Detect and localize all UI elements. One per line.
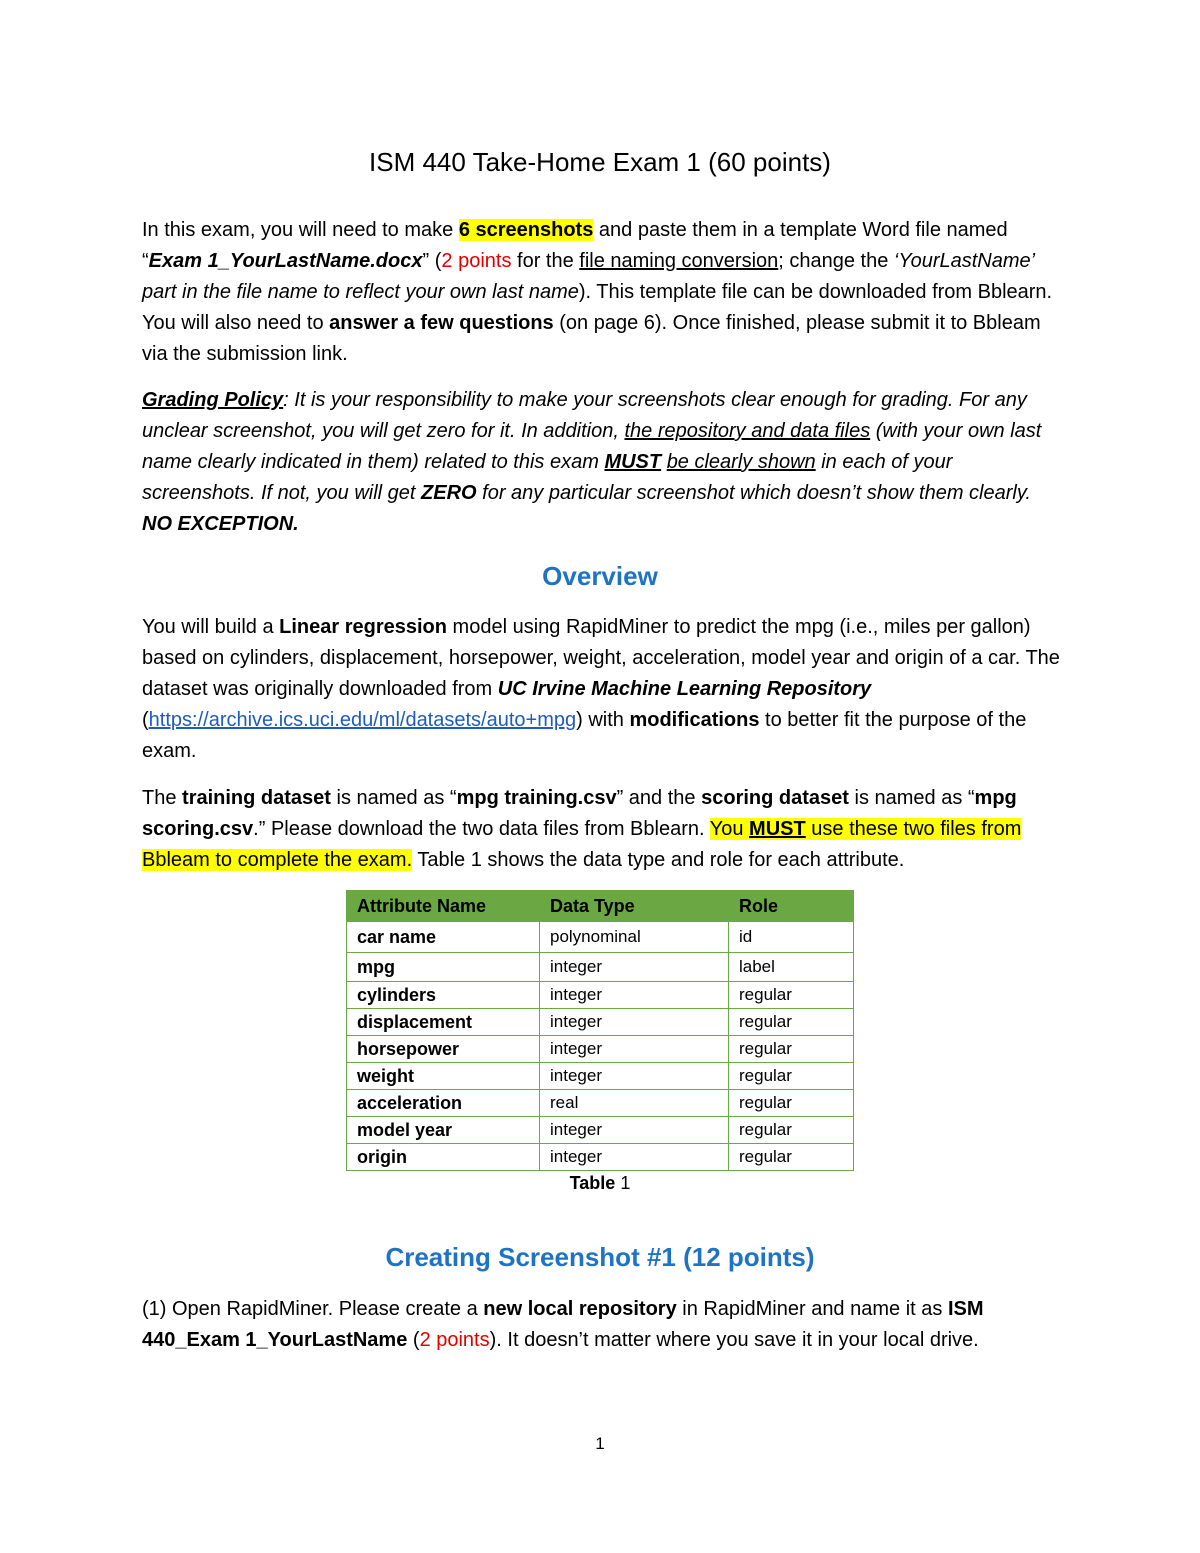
table-row xyxy=(347,1117,854,1144)
table-row xyxy=(347,1090,854,1117)
screenshots-count: 6 screenshots xyxy=(458,219,594,241)
role: label xyxy=(729,953,854,982)
must-emphasis: MUST xyxy=(604,451,662,473)
data-type: real xyxy=(540,1090,729,1117)
role: regular xyxy=(729,982,854,1009)
intro-text: and paste them in a template Word file named “ xyxy=(142,219,1008,272)
screenshot1-step1 xyxy=(142,1294,1062,1356)
role: regular xyxy=(729,1117,854,1144)
dataset-link[interactable]: https://archive.ics.uci.edu/ml/datasets/auto+mpg xyxy=(148,709,577,731)
highlighted-text: You xyxy=(709,818,750,840)
new-local-repository: new local repository xyxy=(483,1298,677,1320)
role: id xyxy=(729,922,854,953)
linear-regression: Linear regression xyxy=(279,616,447,638)
no-exception: NO EXCEPTION. xyxy=(142,513,299,535)
table-row xyxy=(347,1063,854,1090)
grading-text: (with your own last name clearly indicated in them) related to this exam xyxy=(142,420,1042,473)
data-type: integer xyxy=(540,1063,729,1090)
overview-text: You will build a xyxy=(142,616,280,638)
must-emphasis: MUST xyxy=(749,818,806,840)
data-type: integer xyxy=(540,1117,729,1144)
table-row xyxy=(347,922,854,953)
attribute-name: mpg xyxy=(347,953,540,982)
overview-text: ( xyxy=(142,709,149,731)
repository-name: ISM 440_Exam 1_YourLastName xyxy=(142,1298,984,1351)
role: regular xyxy=(729,1036,854,1063)
role: regular xyxy=(729,1144,854,1171)
datasets-paragraph xyxy=(142,783,1062,876)
step-text: ( xyxy=(407,1329,420,1351)
caption-number: 1 xyxy=(620,1173,631,1193)
page-number: 1 xyxy=(595,1434,605,1453)
grading-text: : It is your responsibility to make your screenshots clear enough for grading. For any unclear screenshot, you will get zero for it. In addition, xyxy=(142,389,1027,442)
table-header-row xyxy=(347,891,854,922)
table-caption xyxy=(0,1173,1200,1194)
role: regular xyxy=(729,1090,854,1117)
table-row xyxy=(347,1036,854,1063)
lastname-instruction: ‘YourLastName’ part in the file name to reflect your own last name xyxy=(142,250,1034,303)
overview-text: ) with xyxy=(576,709,630,731)
zero-emphasis: ZERO xyxy=(421,482,477,504)
template-filename: Exam 1_YourLastName.docx xyxy=(148,250,423,272)
overview-text: model using RapidMiner to predict the mpg (i.e., miles per gallon) based on cylinders, displacement, horsepower, weight, acceleration, model year and origin of a car. The dataset was originally downloaded from xyxy=(142,616,1060,700)
attribute-name: displacement xyxy=(347,1009,540,1036)
table-row xyxy=(347,1144,854,1171)
grading-text: in each of your screenshots. If not, you will get xyxy=(142,451,953,504)
step-text: ). It doesn’t matter where you save it in your local drive. xyxy=(489,1329,979,1351)
attribute-name: car name xyxy=(347,922,540,953)
step-text: in RapidMiner and name it as xyxy=(676,1298,948,1320)
overview-paragraph xyxy=(142,612,1062,767)
naming-convention: file naming conversion xyxy=(579,250,779,272)
datasets-text: .” Please download the two data files from Bblearn. xyxy=(253,818,710,840)
repository-files-phrase: the repository and data files xyxy=(624,420,871,442)
header-attribute-name: Attribute Name xyxy=(347,891,540,922)
modifications: modifications xyxy=(629,709,760,731)
datasets-text: The xyxy=(142,787,183,809)
highlighted-text: use these two files from Bbleam to complete the exam. xyxy=(142,818,1022,871)
attribute-name: horsepower xyxy=(347,1036,540,1063)
overview-heading: Overview xyxy=(542,561,658,591)
grading-policy-label: Grading Policy xyxy=(142,389,284,411)
datasets-text: Table 1 shows the data type and role for each attribute. xyxy=(412,849,905,871)
data-type: integer xyxy=(540,1009,729,1036)
role: regular xyxy=(729,1009,854,1036)
attribute-name: model year xyxy=(347,1117,540,1144)
intro-paragraph xyxy=(142,215,1062,370)
grading-policy-paragraph xyxy=(142,385,1062,540)
step-text: (1) Open RapidMiner. Please create a xyxy=(142,1298,484,1320)
table-row xyxy=(347,1009,854,1036)
datasets-text: is named as “ xyxy=(330,787,457,809)
role: regular xyxy=(729,1063,854,1090)
screenshot1-heading: Creating Screenshot #1 (12 points) xyxy=(385,1242,815,1272)
attribute-name: acceleration xyxy=(347,1090,540,1117)
data-type: integer xyxy=(540,1036,729,1063)
data-type: integer xyxy=(540,953,729,982)
attribute-name: weight xyxy=(347,1063,540,1090)
caption-label: Table xyxy=(569,1173,616,1193)
grading-text: for any particular screenshot which doesn’t show them clearly. xyxy=(476,482,1031,504)
intro-text: ” ( xyxy=(422,250,442,272)
attributes-table xyxy=(346,890,854,1171)
intro-text: (on page 6). Once finished, please submit it to Bbleam via the submission link. xyxy=(142,312,1041,365)
training-dataset: training dataset xyxy=(182,787,331,809)
data-type: integer xyxy=(540,1144,729,1171)
naming-points: 2 points xyxy=(441,250,512,272)
repository-points: 2 points xyxy=(419,1329,490,1351)
datasets-text: ” and the xyxy=(616,787,702,809)
datasets-text: is named as “ xyxy=(848,787,975,809)
clearly-shown-phrase: be clearly shown xyxy=(666,451,816,473)
attribute-name: cylinders xyxy=(347,982,540,1009)
data-type: integer xyxy=(540,982,729,1009)
uci-repository: UC Irvine Machine Learning Repository xyxy=(497,678,872,700)
data-type: polynominal xyxy=(540,922,729,953)
scoring-dataset: scoring dataset xyxy=(701,787,849,809)
overview-text: to better fit the purpose of the exam. xyxy=(142,709,1027,762)
exam-title: ISM 440 Take-Home Exam 1 (60 points) xyxy=(369,147,831,177)
training-filename: mpg training.csv xyxy=(456,787,617,809)
intro-text: ). This template file can be downloaded from Bblearn. You will also need to xyxy=(142,281,1053,334)
intro-text: ; change the xyxy=(778,250,894,272)
table-row xyxy=(347,953,854,982)
header-role: Role xyxy=(729,891,854,922)
answer-questions: answer a few questions xyxy=(329,312,554,334)
scoring-filename: mpg scoring.csv xyxy=(142,787,1017,840)
intro-text: In this exam, you will need to make xyxy=(142,219,459,241)
attribute-name: origin xyxy=(347,1144,540,1171)
intro-text: for the xyxy=(511,250,580,272)
header-data-type: Data Type xyxy=(540,891,729,922)
table-row xyxy=(347,982,854,1009)
